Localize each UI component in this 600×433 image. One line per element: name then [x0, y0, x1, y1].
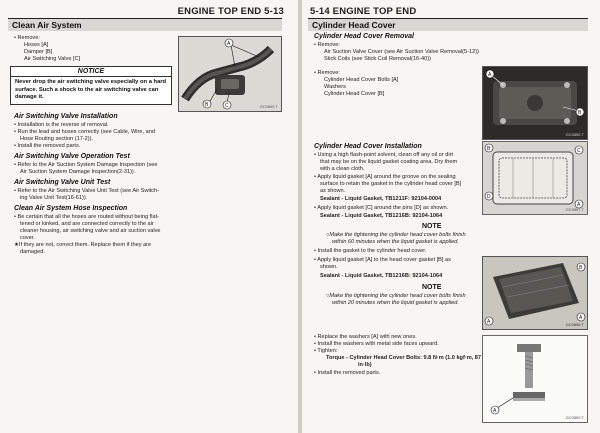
air-switching-valve-drawing: [179, 37, 281, 111]
remove-item-damper: Damper [B]: [24, 49, 53, 55]
gasket-photo: [482, 256, 588, 330]
notice-box: [10, 66, 172, 105]
right-section-title: Cylinder Head Cover: [308, 18, 588, 31]
install-step9: • Install the removed parts.: [314, 370, 380, 377]
hose-insp-line: cover.: [20, 235, 35, 241]
install-step8: • Tighten:: [314, 348, 337, 355]
unit-test-line: • Refer to the Air Switching Valve Unit Test (see Air Switch-: [14, 188, 159, 195]
install-step3: • Apply liquid gasket [C] around the pins [D] as shown.: [314, 205, 448, 212]
note2-line: within 20 minutes when the liquid gasket is applied.: [332, 300, 459, 306]
diagram-code: GC0859 T: [565, 415, 584, 420]
install-step6: • Replace the washers [A] with new ones.: [314, 334, 417, 341]
note-line: within 60 minutes when the liquid gasket is applied.: [332, 239, 459, 245]
removal2-item: Washers: [324, 84, 346, 90]
note-title: NOTE: [422, 223, 442, 230]
note2-line: ○Make the tightening the cylinder head cover bolts finish: [326, 293, 466, 299]
install-title: Air Switching Valve Installation: [14, 113, 118, 120]
sealant-1: Sealant - Liquid Gasket, TB1211F: 92104-0004: [320, 196, 442, 202]
install-line: • Install the removed parts.: [14, 143, 80, 150]
notice-title: NOTICE: [11, 67, 171, 77]
install-step7: • Install the washers with metal side faces upward.: [314, 341, 439, 348]
sealant-2: Sealant - Liquid Gasket, TB1216B: 92104-1064: [320, 213, 443, 219]
install-line: • Run the lead and hoses correctly (see Cable, Wire, and: [14, 129, 155, 136]
note-line: ○Make the tightening the cylinder head cover bolts finish: [326, 232, 466, 238]
svg-text:D: D: [487, 194, 491, 200]
install-step2: surface to retain the gasket in the cylinder head cover [B]: [320, 181, 462, 187]
install-step5: shown.: [320, 264, 338, 270]
right-page: [302, 0, 600, 433]
head-cover-photo-drawing: [483, 67, 587, 139]
removal-remove-label: • Remove:: [314, 42, 340, 49]
op-test-line: Air Suction System Damage Inspection(2-31)).: [20, 169, 136, 175]
install-step4: • Install the gasket to the cylinder head cover.: [314, 248, 426, 255]
svg-text:A: A: [493, 408, 497, 414]
remove-item-hoses: Hoses [A]: [24, 42, 49, 48]
photo-code: GC0855 T: [259, 104, 278, 109]
sealant-3: Sealant - Liquid Gasket, TB1216B: 92104-1064: [320, 273, 443, 279]
remove-item-valve: Air Switching Valve [C]: [24, 56, 81, 62]
hose-insp-line: tened or kinked, and are connected correctly to the air: [20, 221, 154, 227]
installation-title: Cylinder Head Cover Installation: [314, 143, 422, 150]
notice-body: Never drop the air switching valve especially on a hard surface. Such a shock to the air switching valve can damage it.: [15, 79, 167, 100]
bolt-washer-diagram: [482, 335, 588, 423]
hose-insp-line: damaged.: [20, 249, 45, 255]
svg-text:A: A: [488, 72, 492, 78]
svg-text:A: A: [487, 319, 491, 325]
svg-text:B: B: [578, 110, 582, 116]
hose-insp-line: • Be certain that all the hoses are routed without being flat-: [14, 214, 159, 221]
torque-spec: Torque - Cylinder Head Cover Bolts: 9.8 N·m (1.0 kgf·m, 87: [326, 355, 481, 361]
removal2-item: Cylinder Head Cover [B]: [324, 91, 385, 97]
removal-item: Air Suction Valve Cover (see Air Suction Valve Removal(5-12)): [324, 49, 479, 55]
op-test-title: Air Switching Valve Operation Test: [14, 153, 130, 160]
head-cover-photo: [482, 66, 588, 140]
install-step2: • Apply liquid gasket [A] around the groove on the sealing: [314, 174, 456, 181]
left-section-title: Clean Air System: [8, 18, 282, 31]
air-switching-valve-photo: [178, 36, 282, 112]
install-step1: that may be on the liquid gasket coating area. Dry them: [320, 159, 458, 165]
op-test-line: • Refer to the Air Suction System Damage Inspection (see: [14, 162, 157, 169]
svg-text:A: A: [227, 41, 231, 47]
gasket-groove-diagram: [482, 141, 588, 215]
svg-text:A: A: [577, 202, 581, 208]
unit-test-title: Air Switching Valve Unit Test: [14, 179, 111, 186]
svg-text:A: A: [579, 315, 583, 321]
hose-insp-line: cleaner housing, air switching valve and air suction valve: [20, 228, 161, 234]
remove-label: • Remove:: [14, 35, 40, 42]
install-step5: • Apply liquid gasket [A] to the head cover gasket [B] as: [314, 257, 451, 264]
install-line: Hose Routing section (17-2)).: [20, 136, 94, 142]
hose-insp-title: Clean Air System Hose Inspection: [14, 205, 128, 212]
left-page: [0, 0, 298, 433]
removal-item: Stick Coils (see Stick Coil Removal(16-40)): [324, 56, 431, 62]
svg-text:C: C: [577, 148, 581, 154]
install-step1: with a clean cloth.: [320, 166, 365, 172]
svg-text:B: B: [487, 146, 491, 152]
note2-title: NOTE: [422, 284, 442, 291]
removal2-item: Cylinder Head Cover Bolts [A]: [324, 77, 399, 83]
install-line: • Installation is the reverse of removal.: [14, 122, 109, 129]
right-running-head: 5-14 ENGINE TOP END: [310, 6, 417, 17]
bolt-washer-drawing: [483, 336, 587, 422]
torque-spec-2: in·lb): [358, 362, 372, 368]
gasket-photo-drawing: [483, 257, 587, 329]
svg-text:B: B: [579, 265, 583, 271]
photo-code: GC0858 T: [565, 322, 584, 327]
svg-text:B: B: [205, 102, 209, 108]
install-step1: • Using a high flash-point solvent, clean off any oil or dirt: [314, 152, 453, 159]
gasket-groove-drawing: [483, 142, 587, 214]
removal-title: Cylinder Head Cover Removal: [314, 33, 414, 40]
unit-test-line: ing Valve Unit Test(16-61)).: [20, 195, 88, 201]
photo-code: GC0856 T: [565, 132, 584, 137]
svg-text:C: C: [225, 103, 229, 109]
hose-insp-line: ★If they are not, correct them. Replace them if they are: [14, 242, 152, 248]
left-running-head: ENGINE TOP END 5-13: [177, 6, 284, 17]
install-step2: as shown.: [320, 188, 346, 194]
diagram-code: GC0857 T: [565, 207, 584, 212]
removal-remove2-label: • Remove:: [314, 70, 340, 77]
